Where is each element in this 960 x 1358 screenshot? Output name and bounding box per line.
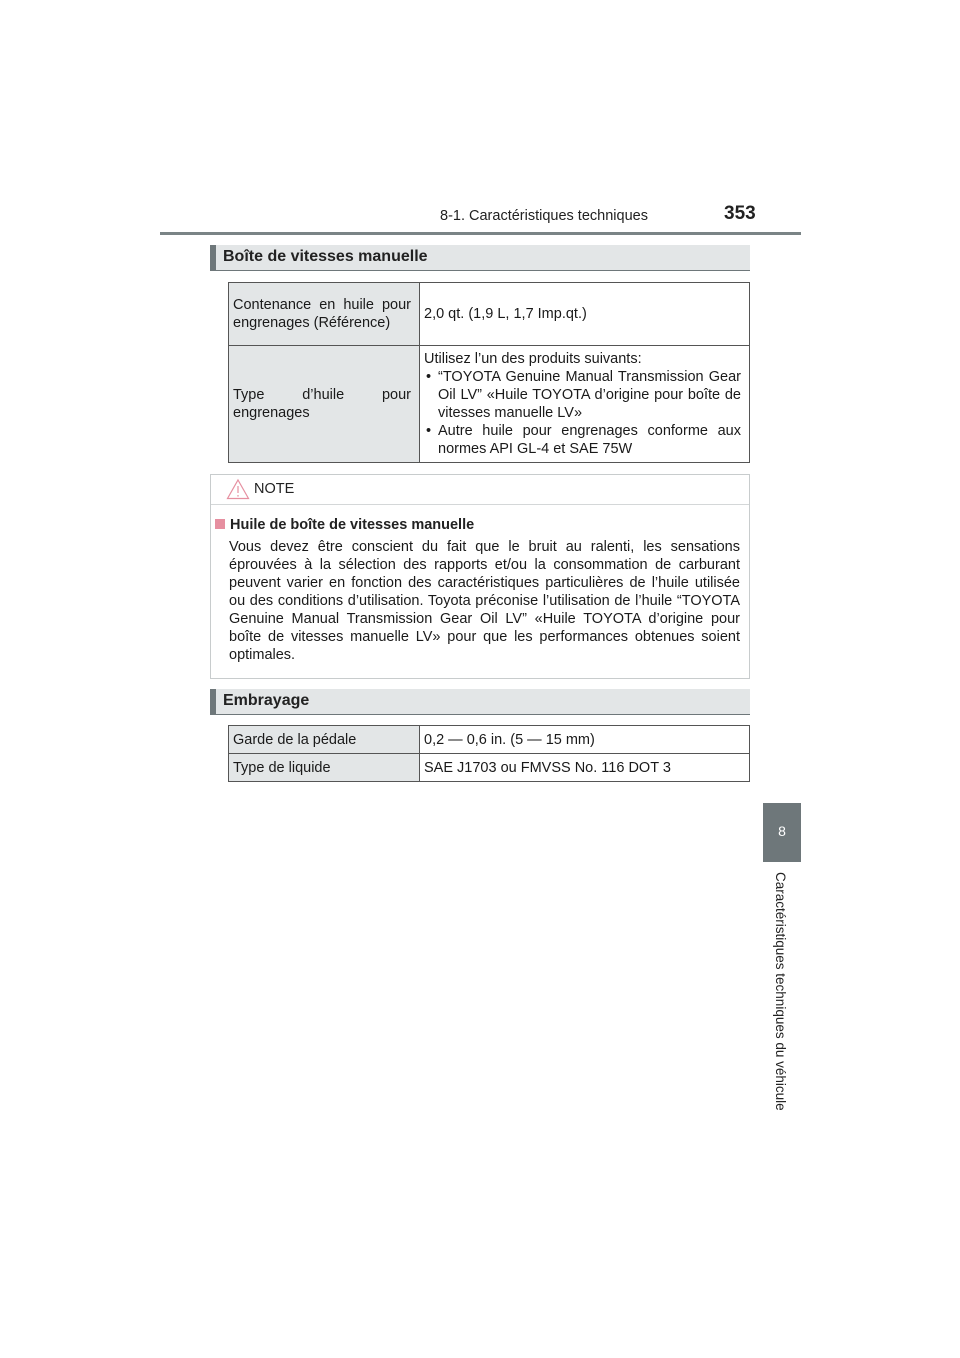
chapter-title: Caractéristiques techniques du véhicule (773, 872, 788, 1111)
clutch-table (228, 725, 750, 782)
note-subtitle (215, 517, 474, 533)
pedal-play-value: 0,2 — 0,6 in. (5 — 15 mm) (420, 726, 750, 754)
note-subtitle-text: Huile de boîte de vitesses manuelle (230, 517, 475, 533)
oil-capacity-label: Contenance en huile pour engrenages (Référence) (229, 283, 420, 346)
warning-icon (226, 478, 250, 500)
note-body: Vous devez être conscient du fait que le bruit au ralenti, les sensations éprouvées à la sélection des rapports et/ou la consommation de carburant peuvent varier en fonction des caractéristiques particulières de l’huile utilisée ou des conditions d’utilisation. Toyota préconise l’utilisation de l’huile “TOYOTA Genuine Manual Transmission Gear Oil LV” «Huile TOYOTA d’origine pour boîte de vitesses manuelle LV» pour que les performances obtenues soient optimales. (229, 539, 740, 663)
title-accent-bar (210, 689, 216, 714)
section-heading: 8-1. Caractéristiques techniques (440, 208, 648, 224)
fluid-type-label: Type de liquide (229, 754, 420, 782)
manual-gearbox-title (210, 245, 750, 271)
title-accent-bar (210, 245, 216, 270)
manual-gearbox-title-text: Boîte de vitesses manuelle (223, 248, 428, 265)
clutch-title-text: Embrayage (223, 692, 310, 709)
note-label: NOTE (254, 481, 295, 497)
list-item: • “TOYOTA Genuine Manual Transmission Gear Oil LV” «Huile TOYOTA d’origine pour boîte de vitesses manuelle LV» (424, 368, 741, 422)
clutch-title (210, 689, 750, 715)
oil-type-value (420, 346, 750, 463)
oil-capacity-value: 2,0 qt. (1,9 L, 1,7 Imp.qt.) (420, 283, 750, 346)
square-marker-icon (215, 519, 225, 529)
note-header (211, 475, 749, 505)
manual-gearbox-table (228, 282, 750, 463)
pedal-play-label: Garde de la pédale (229, 726, 420, 754)
page-number: 353 (724, 203, 756, 224)
table-row (229, 754, 750, 782)
header-divider (160, 232, 801, 235)
note-box (210, 474, 750, 679)
oil-type-label: Type d’huile pour engrenages (229, 346, 420, 463)
chapter-number: 8 (778, 823, 786, 839)
table-row (229, 726, 750, 754)
oil-type-intro: Utilisez l’un des produits suivants: (424, 351, 642, 367)
oil-type-list (424, 368, 741, 458)
table-row (229, 283, 750, 346)
list-item: • Autre huile pour engrenages conforme aux normes API GL-4 et SAE 75W (424, 422, 741, 458)
chapter-tab[interactable] (763, 803, 801, 862)
table-row (229, 346, 750, 463)
fluid-type-value: SAE J1703 ou FMVSS No. 116 DOT 3 (420, 754, 750, 782)
